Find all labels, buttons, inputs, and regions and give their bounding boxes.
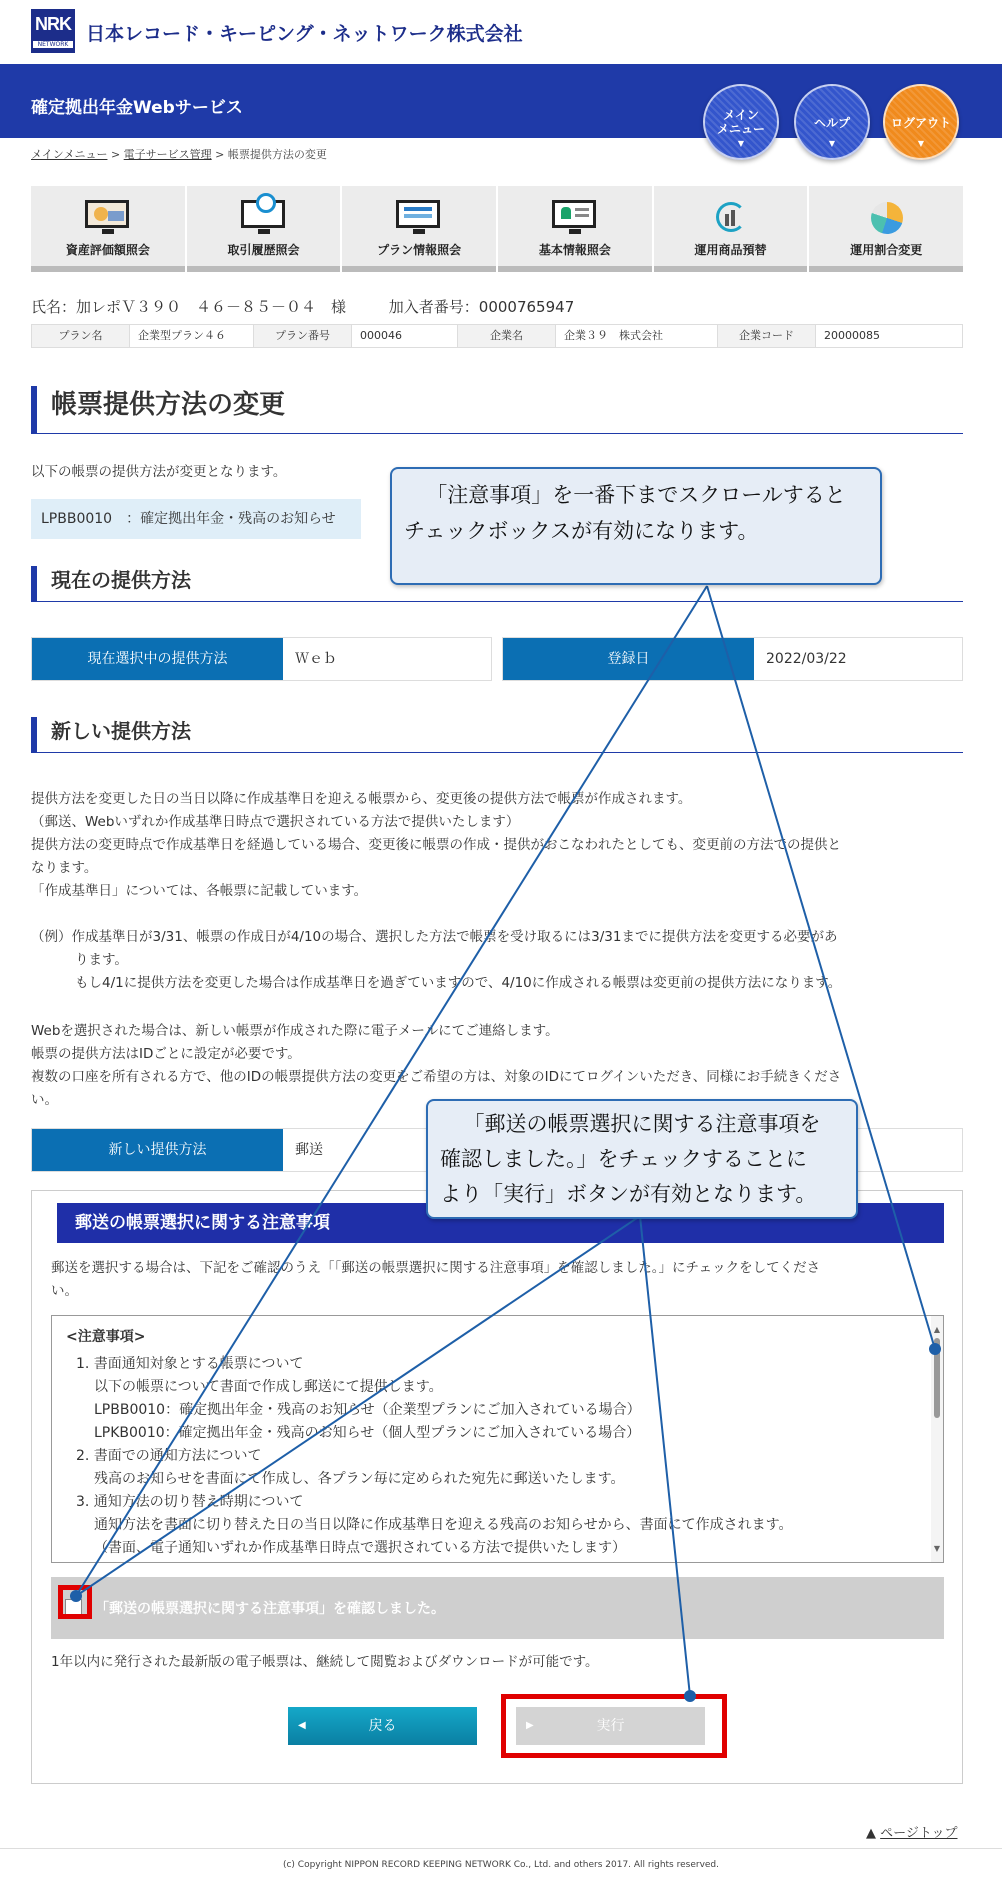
logo-subtext: NETWORK	[33, 41, 73, 48]
execute-highlight	[501, 1694, 727, 1758]
arrow-left-icon: ◀	[298, 1720, 306, 1731]
desc-line: 「作成基準日」については、各帳票に記載しています。	[31, 883, 368, 899]
registration-date-row	[502, 637, 963, 681]
notice-scrollbar[interactable]	[931, 1316, 943, 1562]
back-label: 戻る	[368, 1718, 397, 1734]
plan-monitor-icon	[396, 200, 442, 236]
top-header	[0, 0, 1002, 64]
notice-item-line: 通知方法を書面に切り替えた日の当日以降に作成基準日を迎える残高のお知らせから、書面にて作成されます。	[94, 1517, 793, 1533]
current-method-label: 現在選択中の提供方法	[32, 638, 283, 680]
nav-label: 運用割合変更	[850, 243, 923, 257]
example-line: もし4/1に提供方法を変更した場合は作成基準日を過ぎていますので、4/10に作成される帳票は変更前の提供方法になります。	[75, 975, 842, 991]
intro-text: 以下の帳票の提供方法が変更となります。	[31, 464, 287, 480]
nav-label: プラン情報照会	[377, 243, 462, 257]
execute-label: 実行	[596, 1718, 625, 1734]
callout-line: 確認しました。」をチェックすることに	[440, 1147, 807, 1171]
notice-item: 2. 書面での通知方法について	[76, 1448, 262, 1464]
company-code-value: 20000085	[824, 329, 880, 342]
nav-label: 取引履歴照会	[227, 243, 300, 257]
notice-scroll-box[interactable]	[51, 1315, 944, 1563]
member-name: 氏名：加レポＶ３９０ ４６－８５－０４ 様	[31, 298, 347, 316]
notice-item-line: LPKB0010：確定拠出年金・残高のお知らせ（個人型プランにご加入されている場合）	[94, 1425, 641, 1441]
callout-line: より「実行」ボタンが有効となります。	[440, 1182, 817, 1206]
notice-item-line: 残高のお知らせを書面にて作成し、各プラン毎に定められた宛先に郵送いたします。	[94, 1471, 625, 1487]
asset-monitor-icon	[85, 200, 131, 236]
logout-button[interactable]	[883, 84, 959, 160]
chart-refresh-icon	[708, 200, 754, 236]
example-text	[31, 926, 971, 995]
desc-line: 提供方法を変更した日の当日以降に作成基準日を迎える帳票から、変更後の提供方法で帳票が作成されます。	[31, 791, 692, 807]
member-number: 加入者番号：0000765947	[388, 298, 575, 316]
registration-date-value: 2022/03/22	[766, 651, 847, 667]
notice-item-line: （書面、電子通知いずれか作成基準日時点で選択されている方法で提供いたします）	[94, 1540, 626, 1556]
notice-item-line: 以下の帳票について書面で作成し郵送にて提供します。	[94, 1379, 443, 1395]
service-bar	[0, 64, 1002, 148]
nav-label: 基本情報照会	[538, 243, 611, 257]
company-value: 企業３９ 株式会社	[556, 325, 718, 347]
new-method-heading: 新しい提供方法	[31, 717, 963, 753]
nav-asset-valuation[interactable]	[31, 186, 185, 272]
company-code-header: 企業コード	[718, 325, 816, 347]
example-line: ります。	[75, 952, 128, 968]
desc-line: （郵送、Webいずれか作成基準日時点で選択されている方法で提供いたします）	[31, 814, 520, 830]
nav-label: 資産評価額照会	[65, 243, 150, 257]
member-info	[31, 296, 574, 317]
nav-product-switch[interactable]	[654, 186, 808, 272]
main-menu-label: メイン メニュー	[716, 108, 765, 136]
desc-line: なります。	[31, 860, 98, 876]
current-method-value: Ｗｅｂ	[295, 651, 337, 667]
triangle-up-icon: ▲	[866, 1826, 876, 1841]
notice-lead	[51, 1257, 951, 1303]
plan-name-header: プラン名	[32, 325, 130, 347]
new-method-value[interactable]: 郵送	[295, 1142, 323, 1158]
notice-item-line: LPBB0010：確定拠出年金・残高のお知らせ（企業型プランにご加入されている場合）	[94, 1402, 641, 1418]
breadcrumb-home-link[interactable]: メインメニュー	[31, 148, 108, 161]
note-line: 帳票の提供方法はIDごとに設定が必要です。	[31, 1046, 301, 1062]
notice-item: 1. 書面通知対象とする帳票について	[76, 1356, 304, 1372]
breadcrumb-electronic-service-link[interactable]: 電子サービス管理	[123, 148, 212, 161]
notice-lead-line: い。	[51, 1283, 78, 1299]
notice-heading: 郵送の帳票選択に関する注意事項	[51, 1203, 944, 1243]
notice-item: 3. 通知方法の切り替え時期について	[76, 1494, 304, 1510]
current-method-heading: 現在の提供方法	[31, 566, 963, 602]
page-top-label[interactable]: ページトップ	[880, 1826, 958, 1841]
mail-notice-panel	[31, 1190, 963, 1784]
main-menu-button[interactable]	[703, 84, 779, 160]
help-label: ヘルプ	[813, 116, 850, 130]
chevron-down-icon: ▼	[917, 139, 925, 148]
service-title: 確定拠出年金Webサービス	[31, 98, 243, 118]
notice-lead-line: 郵送を選択する場合は、下記をご確認のうえ「「郵送の帳票選択に関する注意事項」を確認しました。」にチェックをしてくださ	[51, 1260, 821, 1276]
callout-line: チェックボックスが有効になります。	[404, 519, 759, 543]
note-line: Webを選択された場合は、新しい帳票が作成された際に電子メールにてご連絡します。	[31, 1023, 559, 1039]
document-code: LPBB0010 ：確定拠出年金・残高のお知らせ	[31, 499, 361, 539]
check-hint-callout	[426, 1099, 858, 1219]
pie-chart-icon	[863, 200, 909, 236]
footer-divider	[0, 1848, 1002, 1849]
plan-info-table	[31, 324, 963, 348]
new-method-label: 新しい提供方法	[32, 1129, 283, 1171]
help-button[interactable]	[794, 84, 870, 160]
registration-date-label: 登録日	[503, 638, 754, 680]
arrow-right-icon: ▶	[526, 1720, 534, 1731]
callout-line: 「注意事項」を一番下までスクロールすると	[426, 483, 846, 507]
current-method-row	[31, 637, 492, 681]
nav-basic-info[interactable]	[498, 186, 652, 272]
callout-line: 「郵送の帳票選択に関する注意事項を	[463, 1112, 821, 1136]
new-method-description	[31, 788, 971, 903]
company-name: 日本レコード・キーピング・ネットワーク株式会社	[86, 23, 523, 45]
nrk-logo[interactable]	[31, 9, 75, 53]
confirm-check-row	[51, 1577, 944, 1639]
page-title: 帳票提供方法の変更	[31, 386, 963, 434]
breadcrumb-separator: >	[107, 148, 124, 161]
example-line: （例）作成基準日が3/31、帳票の作成日が4/10の場合、選択した方法で帳票を受け取るには3/31までに提供方法を変更する必要があ	[31, 929, 838, 945]
search-monitor-icon	[241, 200, 287, 236]
profile-monitor-icon	[552, 200, 598, 236]
copyright: (c) Copyright NIPPON RECORD KEEPING NETWORK Co., Ltd. and others 2017. All rights reserved.	[282, 1860, 720, 1870]
plan-number-header: プラン番号	[254, 325, 352, 347]
back-button[interactable]	[288, 1707, 477, 1745]
plan-name-value: 企業型プラン４６	[130, 325, 254, 347]
company-header: 企業名	[458, 325, 556, 347]
chevron-down-icon: ▼	[737, 139, 745, 148]
nav-transaction-history[interactable]	[187, 186, 341, 272]
scroll-hint-callout	[390, 467, 882, 585]
breadcrumb	[31, 146, 327, 162]
checkbox-highlight	[58, 1585, 92, 1619]
chevron-down-icon: ▼	[828, 139, 836, 148]
notice-box-title: <注意事項>	[66, 1329, 146, 1345]
note-line: い。	[31, 1092, 58, 1108]
breadcrumb-separator: >	[211, 148, 228, 161]
desc-line: 提供方法の変更時点で作成基準日を経過している場合、変更後に帳票の作成・提供がおこなわれたとしても、変更前の方法での提供と	[31, 837, 841, 853]
nav-plan-info[interactable]	[342, 186, 496, 272]
scroll-up-icon[interactable]: ▲	[933, 1325, 941, 1334]
nav-allocation-change[interactable]	[809, 186, 963, 272]
function-nav	[31, 186, 963, 272]
logout-label: ログアウト	[890, 116, 951, 130]
confirm-checkbox-label: 「郵送の帳票選択に関する注意事項」を確認しました。	[95, 1601, 445, 1617]
logo-text: NRK	[35, 14, 71, 34]
plan-number-value: 000046	[352, 325, 458, 347]
scroll-down-icon[interactable]: ▼	[933, 1544, 941, 1553]
breadcrumb-current: 帳票提供方法の変更	[227, 148, 327, 161]
nav-label: 運用商品預替	[694, 243, 767, 257]
retention-note: 1年以内に発行された最新版の電子帳票は、継続して閲覧およびダウンロードが可能です。	[51, 1654, 599, 1670]
note-line: 複数の口座を所有される方で、他のIDの帳票提供方法の変更をご希望の方は、対象のIDにてログインいただき、同様にお手続きくださ	[31, 1069, 842, 1085]
page-top-link[interactable]	[866, 1822, 958, 1841]
scrollbar-thumb[interactable]	[934, 1338, 940, 1418]
